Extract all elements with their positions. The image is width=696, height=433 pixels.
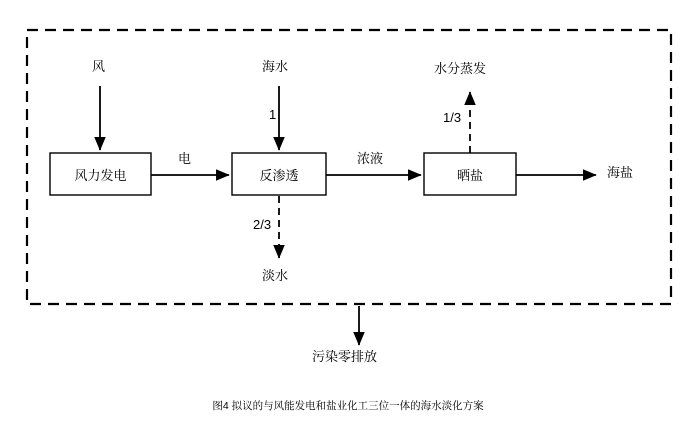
box-label-reverse-osmosis: 反渗透 [259,167,299,183]
figure-caption: 图4 拟议的与风能发电和盐业化工三位一体的海水淡化方案 [212,400,484,412]
label-sea-salt: 海盐 [607,165,634,180]
label-seawater-ratio: 1 [269,107,277,122]
label-evaporation-ratio: 1/3 [443,110,462,125]
label-concentrate: 浓液 [357,151,384,166]
label-wind: 风 [92,59,106,74]
box-label-wind-power: 风力发电 [74,167,127,183]
box-label-salt-drying: 晒盐 [456,167,483,183]
label-fresh-water: 淡水 [262,268,289,283]
label-seawater: 海水 [262,59,289,74]
label-zero-discharge: 污染零排放 [312,349,378,364]
label-electricity: 电 [178,151,192,166]
label-freshwater-ratio: 2/3 [253,217,272,232]
label-water-evaporation: 水分蒸发 [434,61,487,76]
